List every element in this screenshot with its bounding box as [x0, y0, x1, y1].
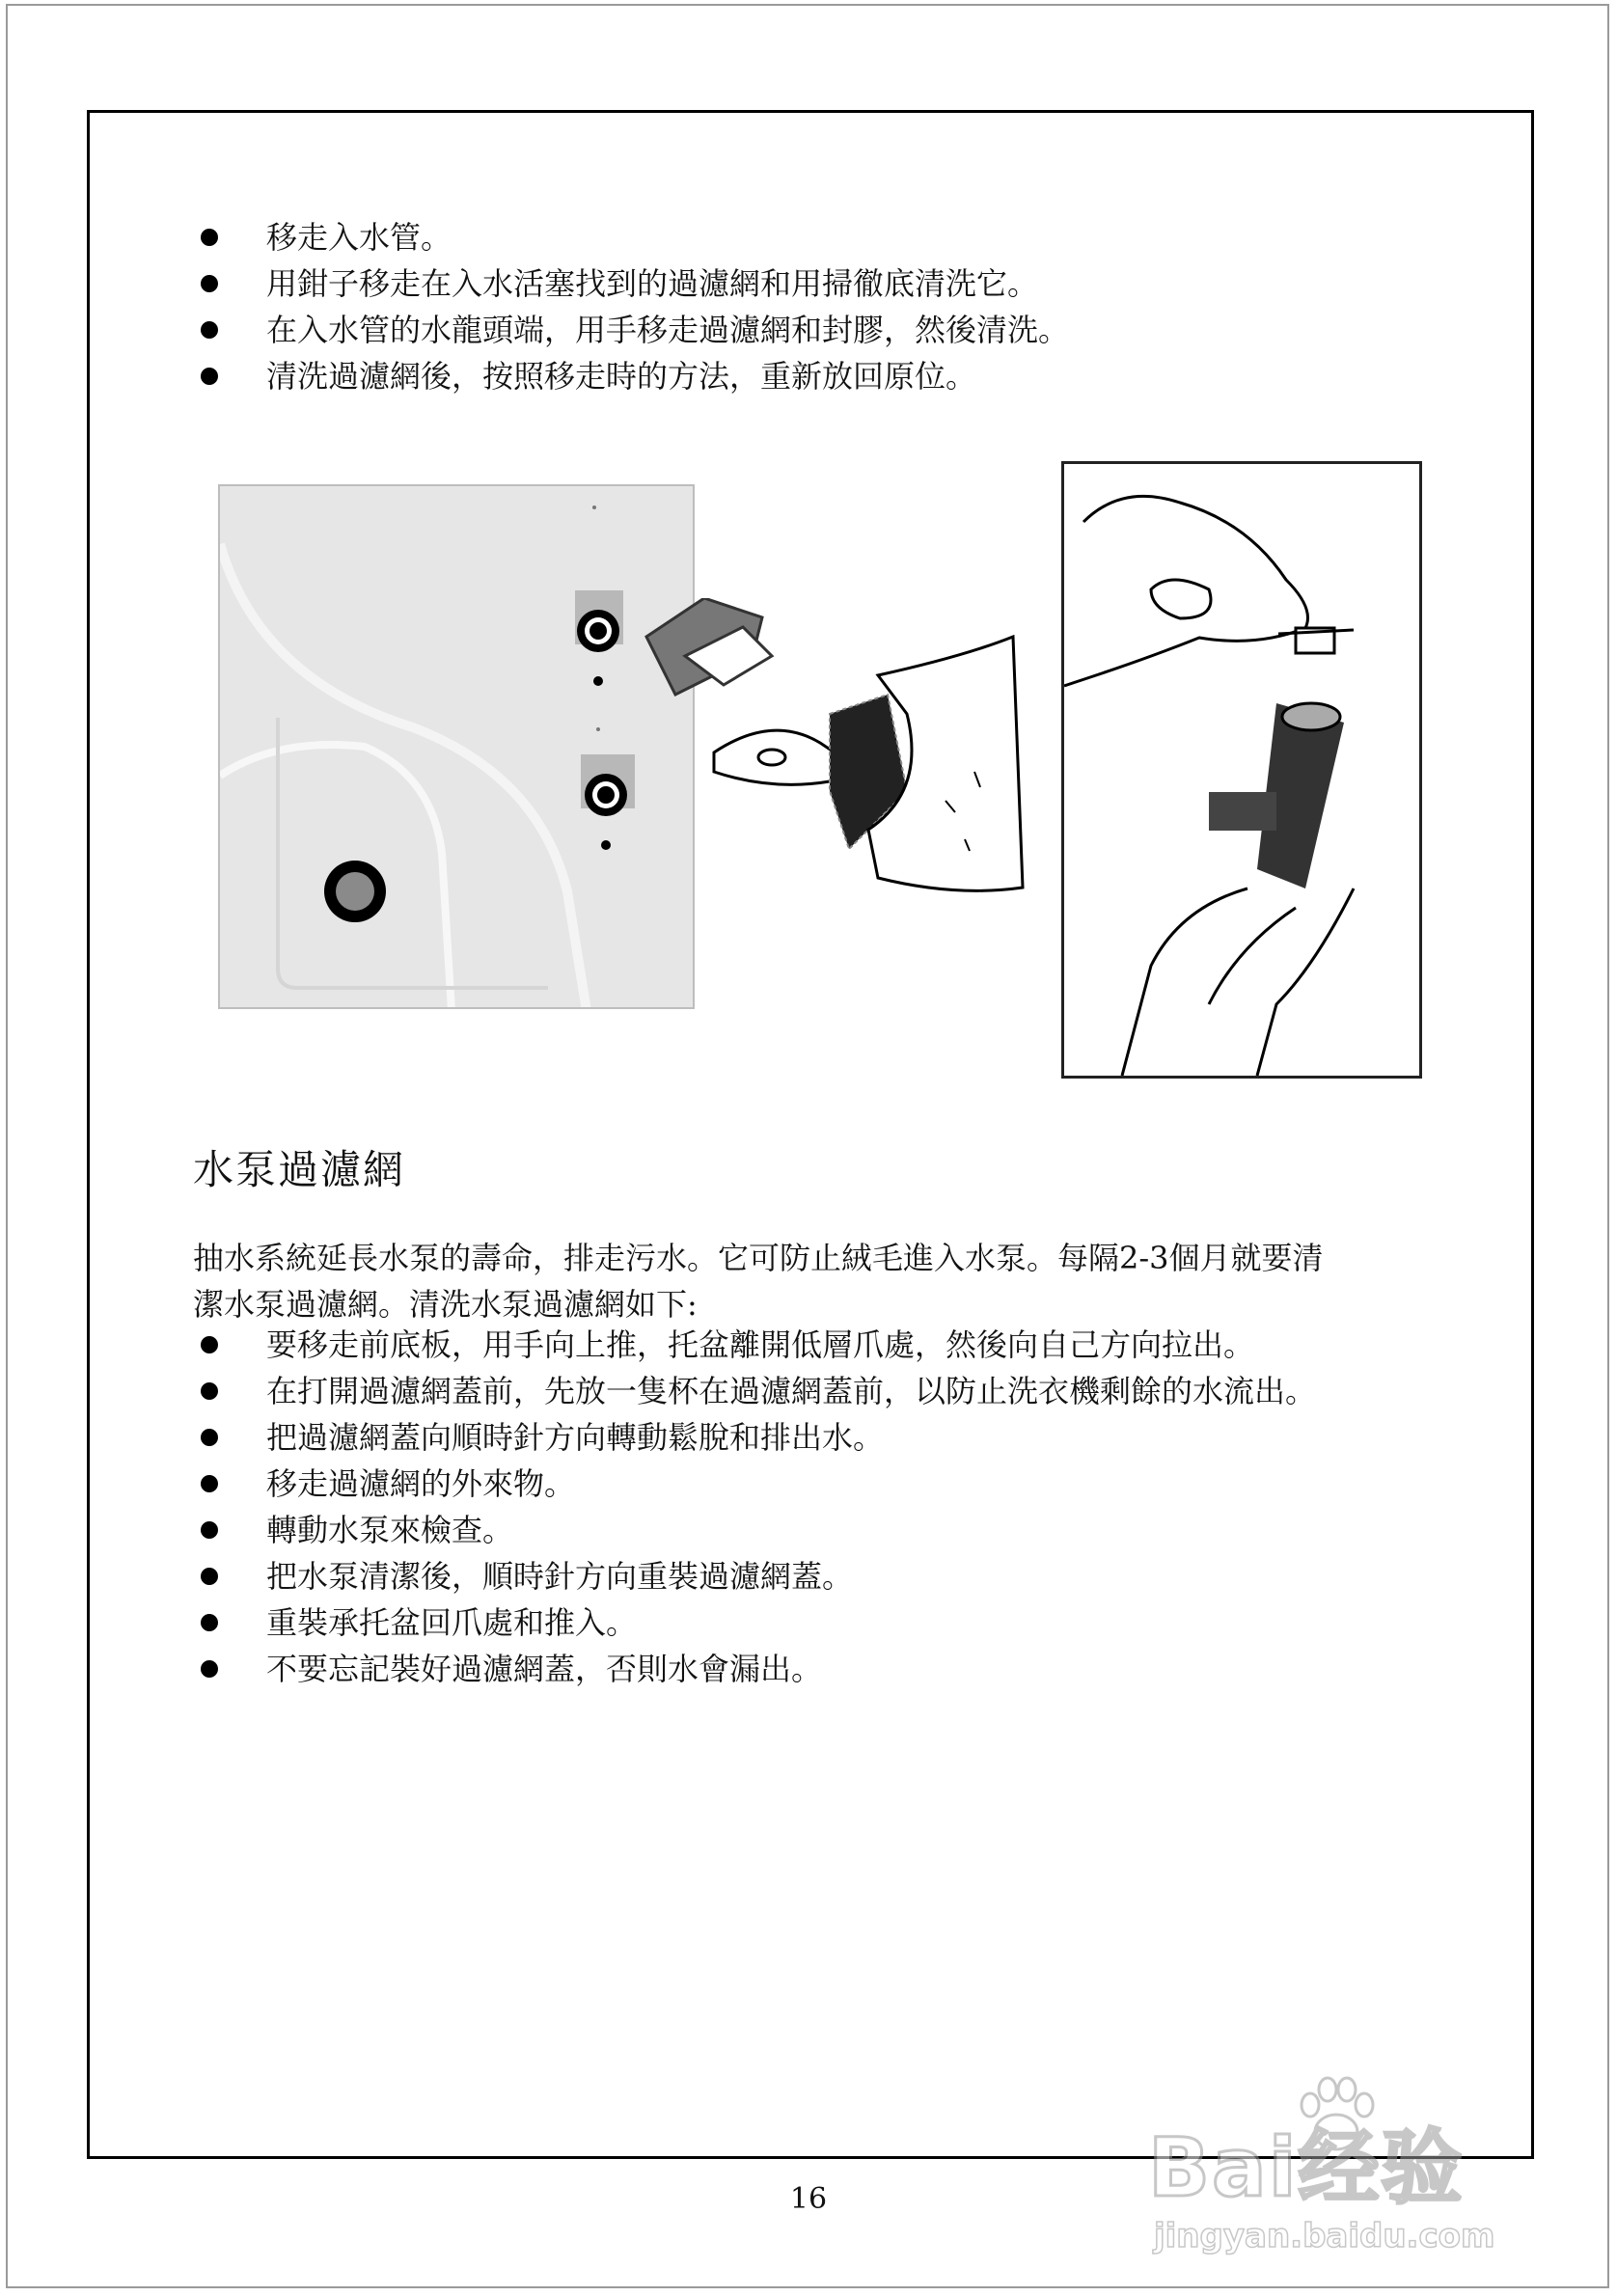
hose-filter-drawing	[1064, 464, 1419, 1076]
machine-back-drawing	[220, 486, 695, 1009]
bullet-dot	[201, 1568, 218, 1585]
list-item	[201, 1461, 1316, 1507]
hose-filter-illustration	[1061, 461, 1422, 1079]
list-item-text: 在打開過濾網蓋前，先放一隻杯在過濾網蓋前，以防止洗衣機剩餘的水流出。	[266, 1373, 1317, 1409]
bullet-dot	[201, 275, 218, 292]
list-item-text: 用鉗子移走在入水活塞找到的過濾網和用掃徹底清洗它。	[266, 265, 1039, 302]
page-number: 16	[789, 2182, 828, 2216]
baidu-watermark	[1148, 2074, 1553, 2267]
list-item	[201, 353, 1069, 399]
list-item	[201, 1599, 1316, 1646]
list-item-text: 轉動水泵來檢查。	[266, 1512, 514, 1548]
list-item	[201, 1507, 1316, 1553]
content-frame	[87, 110, 1534, 2159]
intro-line: 抽水系統延長水泵的壽命，排走污水。它可防止絨毛進入水泵。每隔2-3個月就要清	[193, 1240, 1324, 1276]
pliers-drawing	[637, 598, 1071, 926]
watermark-url: jingyan.baidu.com	[1154, 2217, 1495, 2255]
section-intro	[193, 1235, 1466, 1327]
list-item-text: 要移走前底板，用手向上推，托盆離開低層爪處，然後向自己方向拉出。	[266, 1326, 1255, 1363]
bullet-dot	[201, 1614, 218, 1631]
bullet-dot	[201, 1521, 218, 1539]
bullet-dot	[201, 368, 218, 385]
list-item-text: 清洗過濾網後，按照移走時的方法，重新放回原位。	[266, 358, 977, 395]
section-title: 水泵過濾網	[193, 1146, 406, 1193]
list-item	[201, 260, 1069, 307]
list-item	[201, 1646, 1316, 1692]
list-item	[201, 307, 1069, 353]
bullet-dot	[201, 1660, 218, 1678]
list-item-text: 把過濾網蓋向順時針方向轉動鬆脫和排出水。	[266, 1419, 885, 1456]
list-item-text: 在入水管的水龍頭端，用手移走過濾網和封膠，然後清洗。	[266, 312, 1070, 348]
bullet-dot	[201, 1382, 218, 1400]
list-item	[201, 1322, 1316, 1368]
pump-filter-steps	[201, 1322, 1316, 1692]
watermark-brand: Bai经验	[1148, 2120, 1465, 2215]
bullet-dot	[201, 1336, 218, 1353]
list-item	[201, 1414, 1316, 1461]
list-item	[201, 1368, 1316, 1414]
list-item-text: 移走過濾網的外來物。	[266, 1465, 576, 1502]
list-item-text: 把水泵清潔後，順時針方向重裝過濾網蓋。	[266, 1558, 854, 1595]
list-item-text: 移走入水管。	[266, 219, 452, 256]
pliers-illustration	[637, 598, 1071, 926]
list-item	[201, 214, 1069, 260]
list-item-text: 不要忘記裝好過濾網蓋，否則水會漏出。	[266, 1651, 823, 1687]
bullet-dot	[201, 1475, 218, 1492]
list-item-text: 重裝承托盆回爪處和推入。	[266, 1604, 638, 1641]
list-item	[201, 1553, 1316, 1599]
intro-line: 潔水泵過濾網。清洗水泵過濾網如下:	[193, 1286, 698, 1323]
bullet-dot	[201, 321, 218, 339]
inlet-filter-steps	[201, 214, 1069, 399]
bullet-dot	[201, 1429, 218, 1446]
bullet-dot	[201, 229, 218, 246]
machine-back-illustration	[218, 484, 695, 1009]
